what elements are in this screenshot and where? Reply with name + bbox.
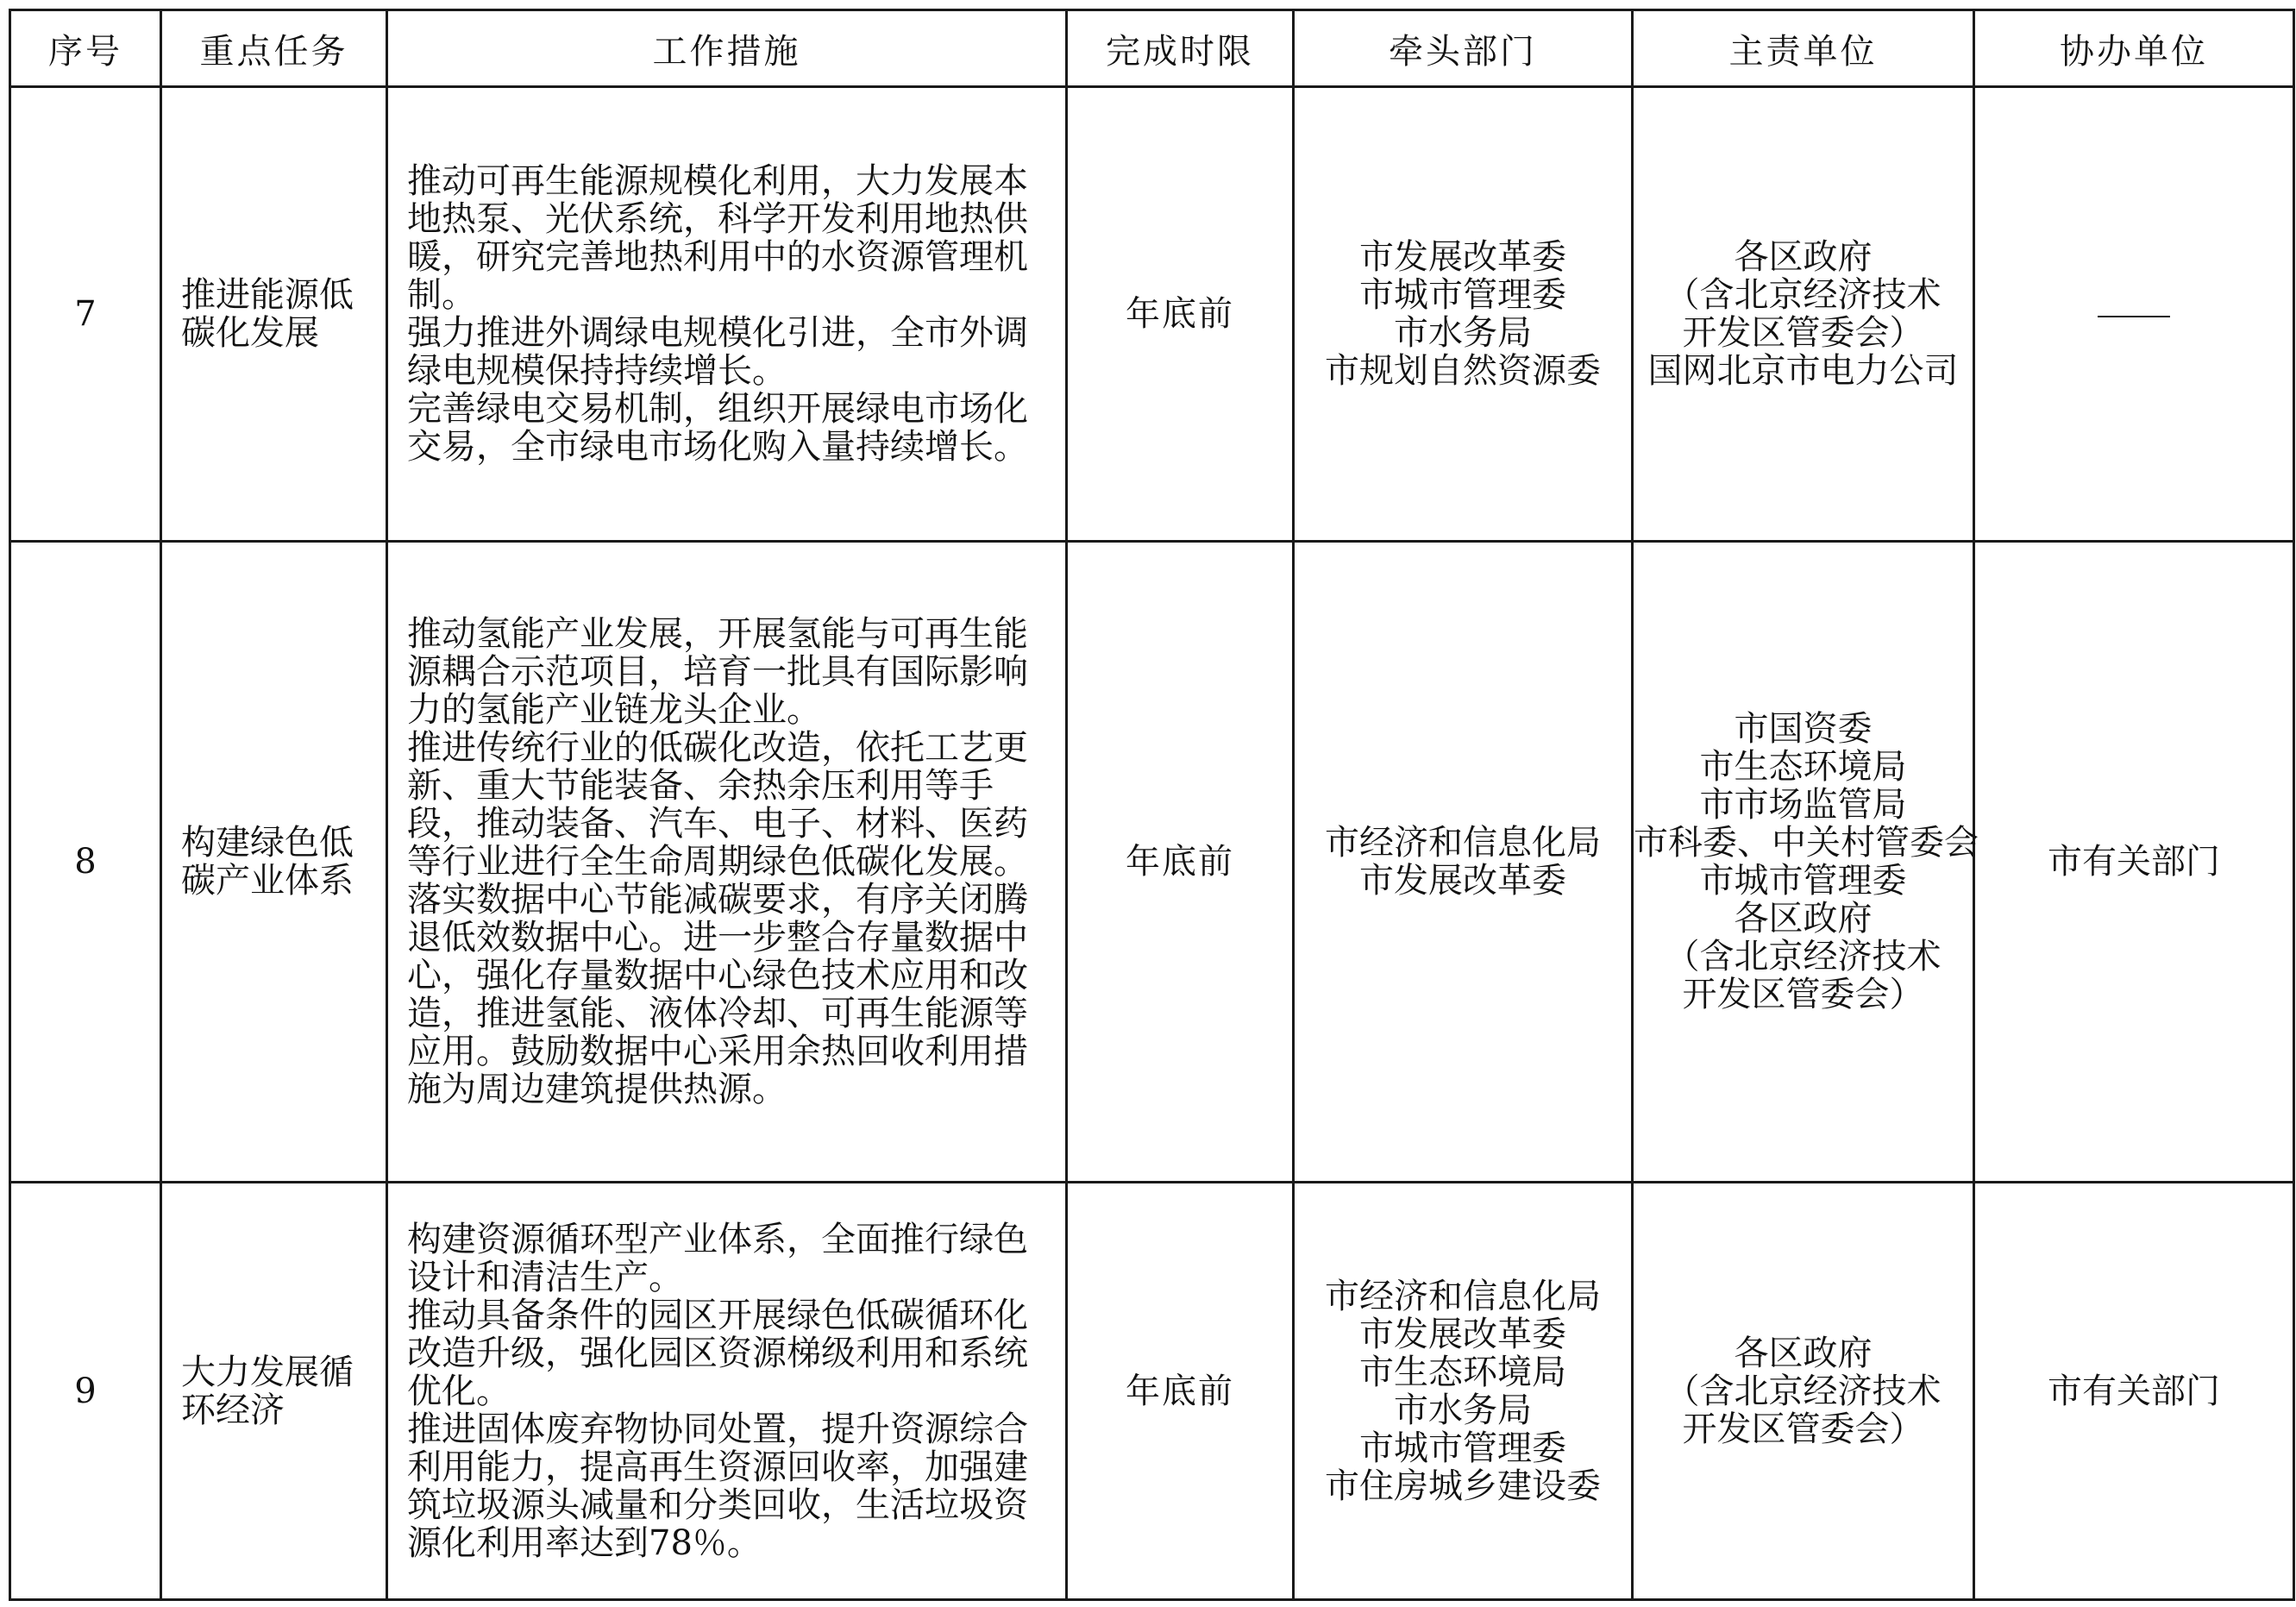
header-deadline: 完成时限 [1067,10,1294,87]
unit-line: 市城市管理委 [1699,861,1907,901]
unit-line: 各区政府 [1734,899,1873,938]
unit-line: 市生态环境局 [1699,747,1907,787]
row-lead-dept [1294,87,1633,542]
measure-item: 推进固体废弃物协同处置，提升资源综合利用能力，提高再生资源回收率，加强建筑垃圾源头减量和分类回收，生活垃圾资源化利用率达到78％。 [407,1409,1028,1563]
header-responsible: 主责单位 [1633,10,1974,87]
row-deadline: 年底前 [1067,87,1294,542]
row-assist [1974,87,2294,542]
measure-item: 强力推进外调绿电规模化引进，全市外调绿电规模保持持续增长。 [407,313,1028,391]
row-responsible [1633,87,1974,542]
unit-line: 开发区管委会） [1682,975,1924,1014]
unit-line: （含北京经济技术 [1665,275,1942,315]
dept-line: 市发展改革委 [1359,1314,1566,1354]
table-row [10,87,2294,542]
row-responsible [1633,542,1979,1183]
unit-line: 各区政府 [1734,237,1873,277]
row-lead-dept [1294,1183,1633,1600]
measure-item: 构建资源循环型产业体系，全面推行绿色设计和清洁生产。 [407,1219,1028,1297]
unit-line: 开发区管委会） [1682,1409,1924,1449]
measure-item: 推动可再生能源规模化利用，大力发展本地热泵、光伏系统，科学开发利用地热供暖，研究完善地热利用中的水资源管理机制。 [407,161,1028,315]
dept-line: 市发展改革委 [1359,861,1566,901]
header-assist: 协办单位 [1974,10,2294,87]
unit-line: 各区政府 [1734,1333,1873,1373]
measure-item: 完善绿电交易机制，组织开展绿电市场化交易，全市绿电市场化购入量持续增长。 [407,389,1028,467]
row-task: 推进能源低碳化发展 [161,87,387,542]
header-seq: 序号 [10,10,161,87]
row-measures [387,1183,1067,1600]
dept-line: 市规划自然资源委 [1325,351,1601,391]
em-dash-placeholder [2098,316,2170,317]
dept-line: 市经济和信息化局 [1325,823,1601,863]
dept-line: 市城市管理委 [1359,275,1566,315]
unit-line: 国网北京市电力公司 [1647,351,1959,391]
task-table [9,9,2295,1601]
dept-line: 市生态环境局 [1359,1352,1566,1392]
row-measures [387,87,1067,542]
measure-item: 推进传统行业的低碳化改造，依托工艺更新、重大节能装备、余热余压利用等手段，推动装备、汽车、电子、材料、医药等行业进行全生命周期绿色低碳化发展。 [407,728,1028,882]
row-task: 构建绿色低碳产业体系 [161,542,387,1183]
unit-line: 开发区管委会） [1682,313,1924,353]
header-measures: 工作措施 [387,10,1067,87]
unit-line: 市国资委 [1734,709,1873,749]
measure-item: 推动氢能产业发展，开展氢能与可再生能源耦合示范项目，培育一批具有国际影响力的氢能产业链龙头企业。 [407,614,1028,730]
measure-item: 推动具备条件的园区开展绿色低碳循环化改造升级，强化园区资源梯级利用和系统优化。 [407,1295,1028,1411]
dept-line: 市发展改革委 [1359,237,1566,277]
row-task: 大力发展循环经济 [161,1183,387,1600]
unit-line: （含北京经济技术 [1665,937,1942,976]
header-row [10,10,2294,87]
row-seq: 7 [10,87,161,542]
row-deadline: 年底前 [1067,542,1294,1183]
row-deadline: 年底前 [1067,1183,1294,1600]
dept-line: 市水务局 [1394,313,1532,353]
row-assist: 市有关部门 [1974,542,2294,1183]
dept-line: 市城市管理委 [1359,1428,1566,1468]
row-responsible [1633,1183,1974,1600]
dept-line: 市经济和信息化局 [1325,1276,1601,1316]
table-row [10,542,2294,1183]
dept-line: 市住房城乡建设委 [1325,1466,1601,1506]
row-seq: 9 [10,1183,161,1600]
row-measures [387,542,1067,1183]
dept-line: 市水务局 [1394,1390,1532,1430]
measure-item: 落实数据中心节能减碳要求，有序关闭腾退低效数据中心。进一步整合存量数据中心，强化存量数据中心绿色技术应用和改造，推进氢能、液体冷却、可再生能源等应用。鼓励数据中心采用余热回收利用措施为周边建筑提供热源。 [407,880,1028,1109]
table-row [10,1183,2294,1600]
unit-line: （含北京经济技术 [1665,1371,1942,1411]
header-task: 重点任务 [161,10,387,87]
unit-line: 市科委、中关村管委会 [1634,823,1979,863]
row-lead-dept [1294,542,1633,1183]
unit-line: 市市场监管局 [1699,785,1907,825]
row-assist: 市有关部门 [1974,1183,2294,1600]
row-seq: 8 [10,542,161,1183]
header-lead-dept: 牵头部门 [1294,10,1633,87]
